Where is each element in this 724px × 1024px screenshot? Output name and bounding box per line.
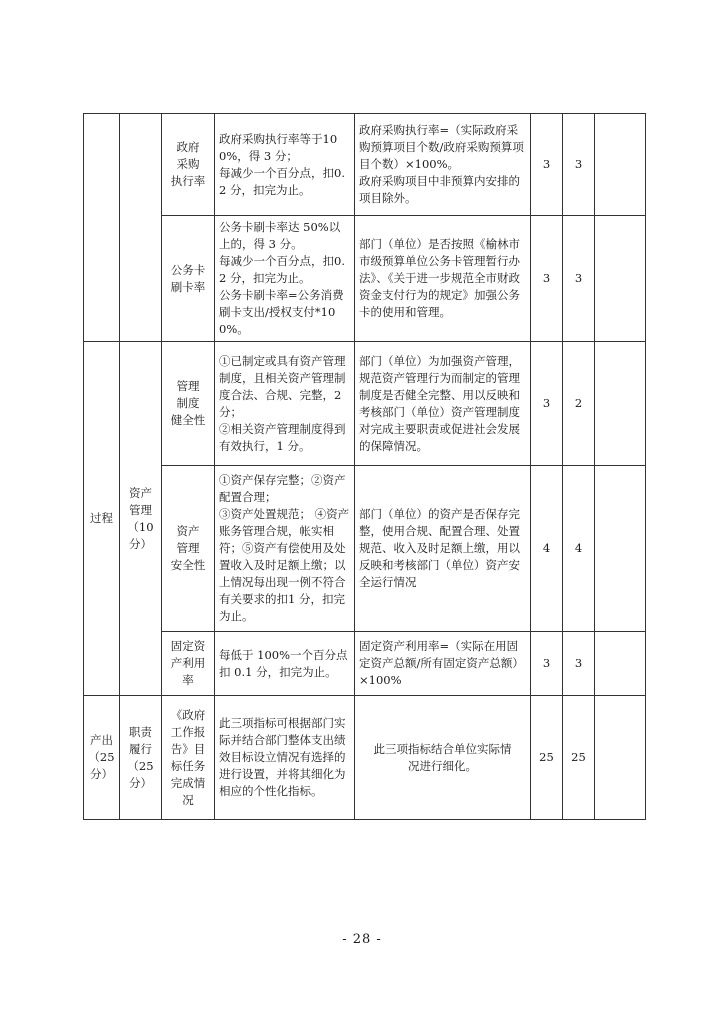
evaluation-table [83, 113, 646, 820]
explanation-cell: 部门（单位）是否按照《榆林市市级预算单位公务卡管理暂行办法》、《关于进一步规范全市财政资金支付行为的规定》加强公务卡的使用和管理。 [355, 216, 531, 342]
explanation-cell: 此三项指标结合单位实际情况进行细化。 [355, 696, 531, 820]
weight-cell: 4 [531, 466, 563, 632]
indicator-cell: 政府 采购 执行率 [162, 114, 215, 216]
standard-cell: 公务卡刷卡率达 50%以上的，得 3 分。 每减少一个百分点，扣0.2 分，扣完为止。 公务卡刷卡率=公务消费刷卡支出/授权支付*100%。 [215, 216, 355, 342]
remark-cell [595, 342, 646, 466]
explanation-cell: 固定资产利用率=（实际在用固定资产总额/所有固定资产总额）×100% [355, 632, 531, 696]
indicator-cell: 管理 制度 健全性 [162, 342, 215, 466]
table-row [84, 466, 646, 632]
remark-cell [595, 216, 646, 342]
standard-cell: 政府采购执行率等于100%，得 3 分； 每减少一个百分点，扣0.2 分，扣完为止。 [215, 114, 355, 216]
table-row [84, 342, 646, 466]
remark-cell [595, 632, 646, 696]
standard-cell: 每低于 100%一个百分点扣 0.1 分，扣完为止。 [215, 632, 355, 696]
level2-cell-continued [120, 114, 162, 342]
indicator-cell: 公务卡 刷卡率 [162, 216, 215, 342]
weight-cell: 3 [531, 632, 563, 696]
score-cell: 4 [563, 466, 595, 632]
indicator-cell: 资产 管理 安全性 [162, 466, 215, 632]
standard-cell: ①已制定或具有资产管理制度，且相关资产管理制度合法、合规、完整，2 分； ②相关资产管理制度得到有效执行，1 分。 [215, 342, 355, 466]
table-row [84, 632, 646, 696]
score-cell: 25 [563, 696, 595, 820]
weight-cell: 3 [531, 114, 563, 216]
score-cell: 3 [563, 632, 595, 696]
level1-output-cell: 产出 （25 分） [84, 696, 120, 820]
remark-cell [595, 114, 646, 216]
table-row [84, 114, 646, 216]
score-cell: 3 [563, 216, 595, 342]
indicator-cell: 《政府 工作报 告》目 标任务 完成情 况 [162, 696, 215, 820]
weight-cell: 3 [531, 216, 563, 342]
table-row [84, 696, 646, 820]
indicator-cell: 固定资 产利用 率 [162, 632, 215, 696]
level2-asset-management-cell: 资产 管理 （10 分） [120, 342, 162, 696]
explanation-cell: 部门（单位）为加强资产管理，规范资产管理行为而制定的管理制度是否健全完整、用以反映和考核部门（单位）资产管理制度对完成主要职责或促进社会发展的保障情况。 [355, 342, 531, 466]
level1-cell-continued [84, 114, 120, 342]
weight-cell: 3 [531, 342, 563, 466]
table-row [84, 216, 646, 342]
explanation-cell: 政府采购执行率=（实际政府采购预算项目个数/政府采购预算项目个数）×100%。 政府采购项目中非预算内安排的项目除外。 [355, 114, 531, 216]
weight-cell: 25 [531, 696, 563, 820]
standard-cell: ①资产保存完整；②资产配置合理； ③资产处置规范； ④资产账务管理合规，帐实相符；⑤资产有偿使用及处置收入及时足额上缴；以上情况每出现一例不符合有关要求的扣1 分，扣完为止。 [215, 466, 355, 632]
score-cell: 2 [563, 342, 595, 466]
page-number: - 28 - [342, 932, 382, 947]
remark-cell [595, 466, 646, 632]
score-cell: 3 [563, 114, 595, 216]
level2-duty-cell: 职责 履行 （25分） [120, 696, 162, 820]
level1-process-cell: 过程 [84, 342, 120, 696]
standard-cell: 此三项指标可根据部门实际并结合部门整体支出绩效目标设立情况有选择的进行设置，并将其细化为相应的个性化指标。 [215, 696, 355, 820]
explanation-cell: 部门（单位）的资产是否保存完整，使用合规、配置合理、处置规范、收入及时足额上缴，用以反映和考核部门（单位）资产安全运行情况 [355, 466, 531, 632]
remark-cell [595, 696, 646, 820]
